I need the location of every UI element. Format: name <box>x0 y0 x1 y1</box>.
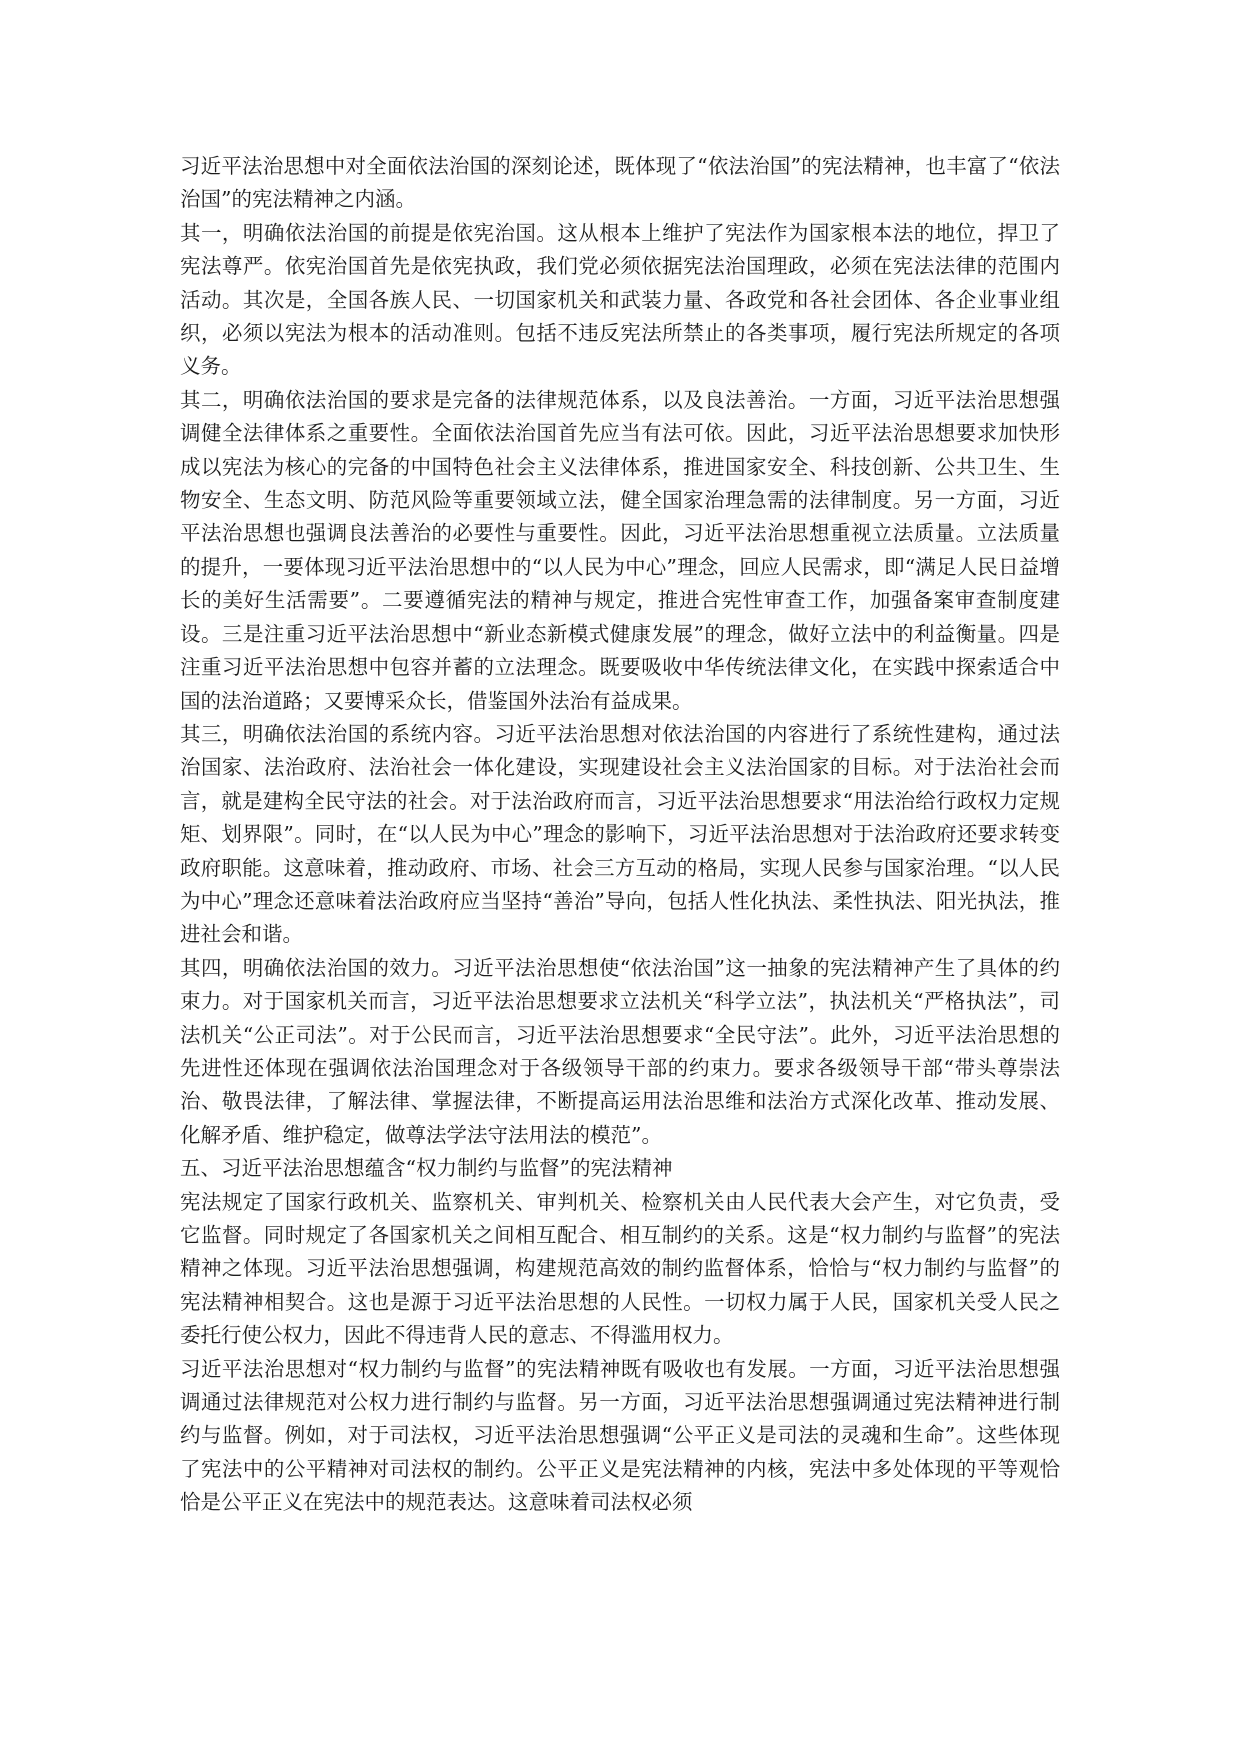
paragraph-point-two: 其二，明确依法治国的要求是完备的法律规范体系，以及良法善治。一方面，习近平法治思想强调健全法律体系之重要性。全面依法治国首先应当有法可依。因此，习近平法治思想要求加快形成以宪法为核心的完备的中国特色社会主义法律体系，推进国家安全、科技创新、公共卫生、生物安全、生态文明、防范风险等重要领域立法，健全国家治理急需的法律制度。另一方面，习近平法治思想也强调良法善治的必要性与重要性。因此，习近平法治思想重视立法质量。立法质量的提升，一要体现习近平法治思想中的“以人民为中心”理念，回应人民需求，即“满足人民日益增长的美好生活需要”。二要遵循宪法的精神与规定，推进合宪性审查工作，加强备案审查制度建设。三是注重习近平法治思想中“新业态新模式健康发展”的理念，做好立法中的利益衡量。四是注重习近平法治思想中包容并蓄的立法理念。既要吸收中华传统法律文化，在实践中探索适合中国的法治道路；又要博采众长，借鉴国外法治有益成果。 <box>180 387 1060 713</box>
paragraph-point-four: 其四，明确依法治国的效力。习近平法治思想使“依法治国”这一抽象的宪法精神产生了具体的约束力。对于国家机关而言，习近平法治思想要求立法机关“科学立法”，执法机关“严格执法”，司法机关“公正司法”。对于公民而言，习近平法治思想要求“全民守法”。此外，习近平法治思想的先进性还体现在强调依法治国理念对于各级领导干部的约束力。要求各级领导干部“带头尊崇法治、敬畏法律，了解法律、掌握法律，不断提高运用法治思维和法治方式深化改革、推动发展、化解矛盾、维护稳定，做尊法学法守法用法的模范”。 <box>180 955 1060 1147</box>
paragraph-intro: 习近平法治思想中对全面依法治国的深刻论述，既体现了“依法治国”的宪法精神，也丰富了“依法治国”的宪法精神之内涵。 <box>180 154 1060 212</box>
paragraph-section-five-b: 习近平法治思想对“权力制约与监督”的宪法精神既有吸收也有发展。一方面，习近平法治思想强调通过法律规范对公权力进行制约与监督。另一方面，习近平法治思想强调通过宪法精神进行制约与监督。例如，对于司法权，习近平法治思想强调“公平正义是司法的灵魂和生命”。这些体现了宪法中的公平精神对司法权的制约。公平正义是宪法精神的内核，宪法中多处体现的平等观恰恰是公平正义在宪法中的规范表达。这意味着司法权必须 <box>180 1356 1060 1515</box>
paragraph-point-three: 其三，明确依法治国的系统内容。习近平法治思想对依法治国的内容进行了系统性建构，通过法治国家、法治政府、法治社会一体化建设，实现建设社会主义法治国家的目标。对于法治社会而言，就是建构全民守法的社会。对于法治政府而言，习近平法治思想要求“用法治给行政权力定规矩、划界限”。同时，在“以人民为中心”理念的影响下，习近平法治思想对于法治政府还要求转变政府职能。这意味着，推动政府、市场、社会三方互动的格局，实现人民参与国家治理。“以人民为中心”理念还意味着法治政府应当坚持“善治”导向，包括人性化执法、柔性执法、阳光执法，推进社会和谐。 <box>180 721 1060 947</box>
section-heading: 五、习近平法治思想蕴含“权力制约与监督”的宪法精神 <box>180 1156 673 1181</box>
paragraph-point-one: 其一，明确依法治国的前提是依宪治国。这从根本上维护了宪法作为国家根本法的地位，捍卫了宪法尊严。依宪治国首先是依宪执政，我们党必须依据宪法治国理政，必须在宪法法律的范围内活动。其次是，全国各族人民、一切国家机关和武装力量、各政党和各社会团体、各企业事业组织，必须以宪法为根本的活动准则。包括不违反宪法所禁止的各类事项，履行宪法所规定的各项义务。 <box>180 220 1060 379</box>
document-page <box>180 150 1060 1520</box>
paragraph-section-five-a: 宪法规定了国家行政机关、监察机关、审判机关、检察机关由人民代表大会产生，对它负责，受它监督。同时规定了各国家机关之间相互配合、相互制约的关系。这是“权力制约与监督”的宪法精神之体现。习近平法治思想强调，构建规范高效的制约监督体系，恰恰与“权力制约与监督”的宪法精神相契合。这也是源于习近平法治思想的人民性。一切权力属于人民，国家机关受人民之委托行使公权力，因此不得违背人民的意志、不得滥用权力。 <box>180 1189 1060 1348</box>
